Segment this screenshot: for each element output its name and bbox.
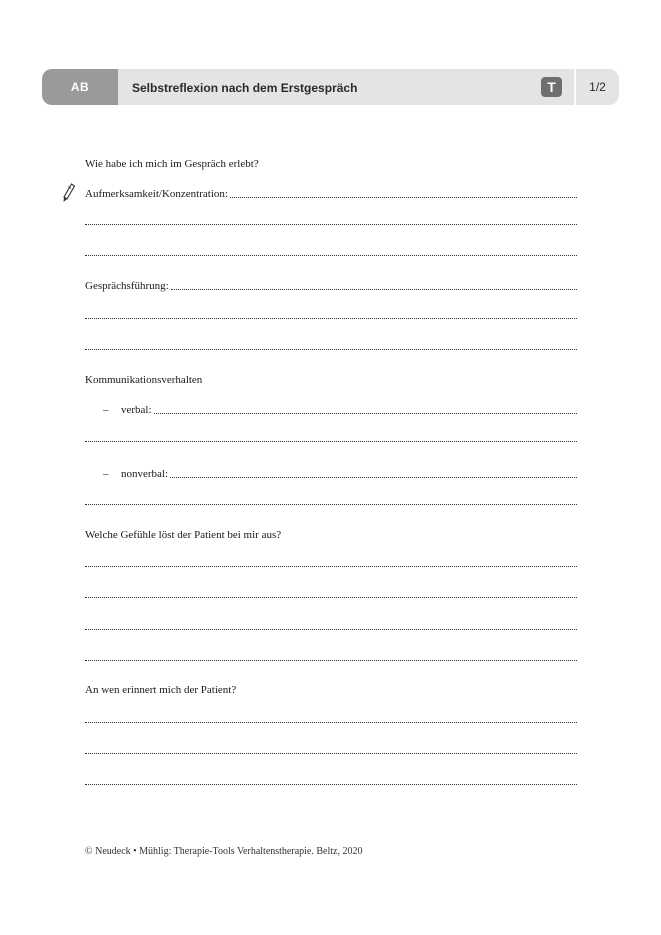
answer-line[interactable] bbox=[85, 629, 577, 630]
conversation-label: Gesprächsführung: bbox=[85, 280, 169, 292]
conversation-field[interactable] bbox=[85, 278, 577, 292]
answer-line[interactable] bbox=[85, 224, 577, 225]
attention-label: Aufmerksamkeit/Konzentration: bbox=[85, 188, 228, 200]
answer-line[interactable] bbox=[85, 349, 577, 350]
answer-line[interactable] bbox=[85, 784, 577, 785]
answer-line[interactable] bbox=[154, 412, 577, 414]
verbal-label: verbal: bbox=[121, 404, 152, 416]
page-title: Selbstreflexion nach dem Erstgespräch bbox=[132, 81, 358, 95]
intro-question: Wie habe ich mich im Gespräch erlebt? bbox=[85, 158, 259, 170]
answer-line[interactable] bbox=[85, 441, 577, 442]
bullet-dash: – bbox=[103, 468, 109, 480]
answer-line[interactable] bbox=[230, 196, 577, 198]
answer-line[interactable] bbox=[85, 753, 577, 754]
answer-line[interactable] bbox=[171, 288, 577, 290]
answer-line[interactable] bbox=[170, 476, 577, 478]
answer-line[interactable] bbox=[85, 566, 577, 567]
page-number: 1/2 bbox=[589, 80, 606, 94]
copyright-footer: © Neudeck • Mühlig: Therapie-Tools Verhaltenstherapie. Beltz, 2020 bbox=[85, 846, 363, 857]
answer-line[interactable] bbox=[85, 660, 577, 661]
answer-line[interactable] bbox=[85, 255, 577, 256]
nonverbal-label: nonverbal: bbox=[121, 468, 169, 480]
answer-line[interactable] bbox=[85, 318, 577, 319]
page-header bbox=[42, 69, 619, 105]
reminds-question: An wen erinnert mich der Patient? bbox=[85, 684, 237, 696]
pencil-icon bbox=[62, 183, 76, 203]
bullet-dash: – bbox=[103, 404, 109, 416]
therapist-badge: T bbox=[541, 77, 562, 97]
feelings-question: Welche Gefühle löst der Patient bei mir aus? bbox=[85, 529, 282, 541]
nonverbal-field[interactable] bbox=[85, 466, 577, 480]
answer-line[interactable] bbox=[85, 504, 577, 505]
answer-line[interactable] bbox=[85, 722, 577, 723]
verbal-field[interactable] bbox=[85, 402, 577, 416]
communication-heading: Kommunikationsverhalten bbox=[85, 374, 203, 386]
answer-line[interactable] bbox=[85, 597, 577, 598]
attention-field[interactable] bbox=[85, 186, 577, 200]
worksheet-tag: AB bbox=[42, 69, 118, 105]
